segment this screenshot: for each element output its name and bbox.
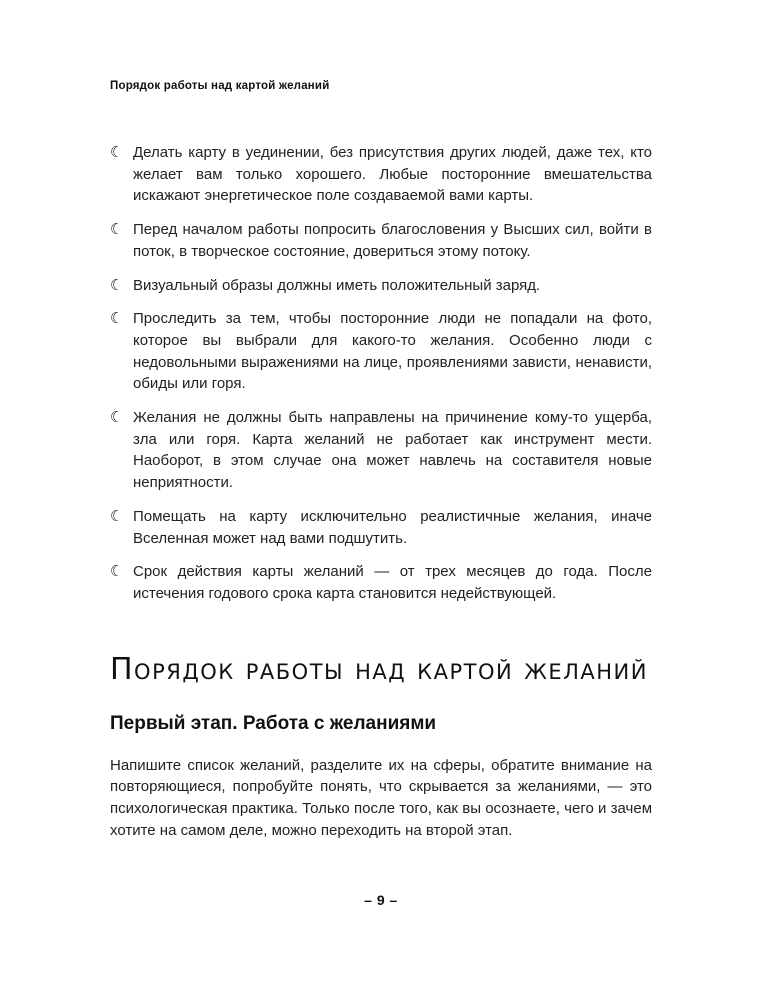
moon-bullet-icon: ☾ (110, 144, 124, 161)
list-item (110, 275, 652, 297)
list-item (110, 142, 652, 207)
list-item (110, 561, 652, 604)
moon-bullet-icon: ☾ (110, 563, 124, 581)
rules-list (110, 142, 652, 605)
list-item-text: Визуальный образы должны иметь положительный заряд. (133, 276, 541, 294)
list-item-text: Срок действия карты желаний — от трех месяцев до года. После истечения годового срока карта становится недействующей. (133, 563, 652, 602)
list-item (110, 506, 652, 549)
list-item-text: Желания не должны быть направлены на причинение кому-то ущерба, зла или горя. Карта желаний не работает как инструмент мести. Наоборот, в этом случае она может навлечь на составителя новые неприятности. (133, 409, 652, 492)
list-item-text: Делать карту в уединении, без присутствия других людей, даже тех, кто желает вам только хорошего. Любые посторонние вмешательства искажают энергетическое поле создаваемой вами карты. (133, 144, 652, 205)
moon-bullet-icon: ☾ (110, 276, 124, 294)
moon-bullet-icon: ☾ (110, 507, 124, 525)
list-item (110, 308, 652, 395)
page-number: – 9 – (364, 892, 398, 908)
moon-bullet-icon: ☾ (110, 409, 124, 427)
section-heading: Порядок работы над картой желаний (110, 651, 648, 687)
running-header: Порядок работы над картой желаний (110, 80, 330, 92)
body-paragraph: Напишите список желаний, разделите их на сферы, обратите внимание на повторяющиеся, попробуйте понять, что скрывается за желаниями, — это психологическая практика. Только после того, как вы осознаете, чего и зачем хотите на самом деле, можно переходить на второй этап. (110, 756, 652, 839)
list-item (110, 407, 652, 494)
moon-bullet-icon: ☾ (110, 221, 124, 239)
list-item-text: Проследить за тем, чтобы посторонние люди не попадали на фото, которое вы выбрали для какого-то желания. Особенно люди с недовольными выражениями на лице, проявлениями зависти, ненависти, обиды или горя. (133, 310, 652, 393)
list-item-text: Помещать на карту исключительно реалистичные желания, иначе Вселенная может над вами подшутить. (133, 507, 652, 547)
moon-bullet-icon: ☾ (110, 310, 124, 328)
sub-heading: Первый этап. Работа с желаниями (110, 712, 437, 734)
list-item (110, 219, 652, 262)
list-item-text: Перед началом работы попросить благословения у Высших сил, войти в поток, в творческое состояние, довериться этому потоку. (133, 221, 652, 260)
